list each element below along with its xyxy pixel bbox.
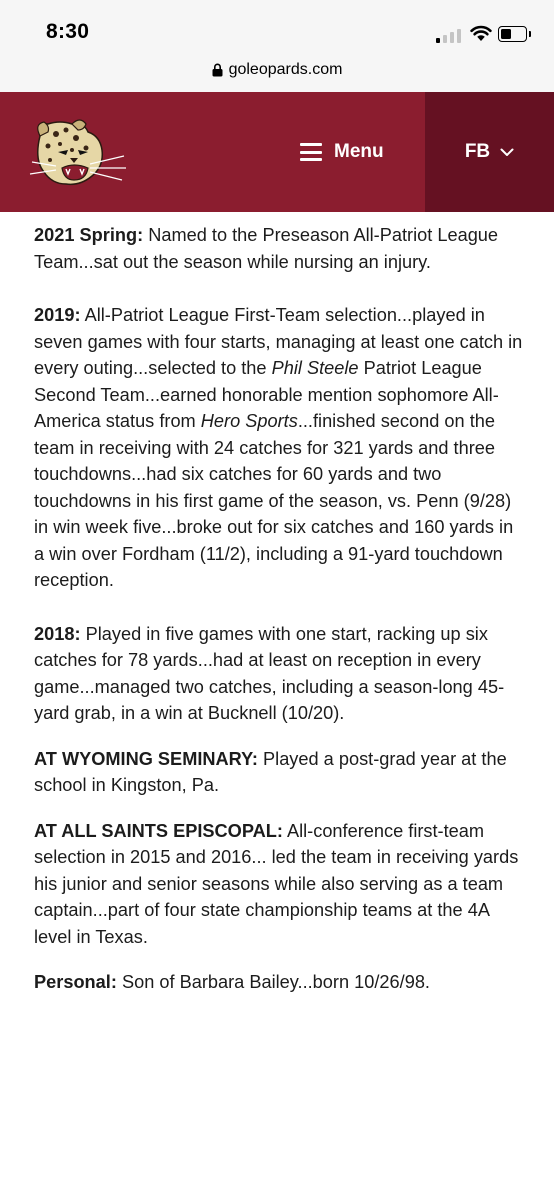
menu-button[interactable] [300, 138, 384, 166]
sport-selector-button[interactable] [425, 92, 554, 212]
address-bar[interactable] [0, 61, 554, 92]
leopard-logo-icon[interactable] [26, 114, 130, 190]
lock-icon [212, 63, 223, 77]
bio-text: All-conference first-team selection in 2015 and 2016... led the team in receiving yards his junior and senior seasons while also serving as a team captain...part of four state championship teams at the 4A level in Texas. [34, 820, 519, 947]
clock: 8:30 [46, 20, 90, 43]
status-bar [0, 0, 554, 64]
cellular-signal-icon [436, 27, 462, 43]
bio-text: Patriot League Second Team...earned honorable mention sophomore All-America status from [34, 358, 499, 431]
chevron-down-icon [500, 148, 514, 157]
battery-icon [498, 26, 527, 42]
bio-text: Named to the Preseason All-Patriot League Team...sat out the season while nursing an injury. [34, 225, 499, 272]
bio-content [34, 222, 526, 996]
bio-label: 2019: [34, 305, 81, 325]
bio-label: AT ALL SAINTS EPISCOPAL: [34, 820, 283, 841]
bio-text: ...finished second on the team in receiving with 24 catches for 321 yards and three touchdowns...had six catches for 60 yards and two touchdowns in his first game of the season, vs. Penn (9/28) in win week five...broke out for six catches and 160 yards in a win over Fordham (11/2), including a 91-yard touchdown reception. [34, 411, 514, 590]
bio-paragraph-2019 [34, 302, 526, 594]
bio-label: 2018: [34, 623, 81, 644]
bio-text: Son of Barbara Bailey...born 10/26/98. [116, 972, 430, 992]
bio-paragraph-2021-spring [34, 222, 526, 275]
wifi-icon [470, 25, 492, 42]
site-header [0, 92, 554, 212]
menu-label: Menu [334, 141, 384, 162]
bio-paragraph-wyoming-seminary [34, 746, 526, 799]
bio-text: Played a post-grad year at the school in Kingston, Pa. [34, 748, 507, 795]
sport-label: FB [464, 141, 491, 162]
publication-name: Phil Steele [271, 358, 359, 378]
bio-text: All-Patriot League First-Team selection...played in seven games with four starts, managing at least one catch in every outing...selected to the [34, 305, 523, 378]
bio-paragraph-all-saints [34, 818, 526, 951]
bio-label: Personal: [34, 972, 117, 992]
bio-label: AT WYOMING SEMINARY: [34, 748, 258, 769]
bio-text: Played in five games with one start, racking up six catches for 78 yards...had at least on reception in every game...managed two catches, including a season-long 45-yard grab, in a win at Bucknell (10/20). [34, 623, 505, 723]
bio-paragraph-personal [34, 969, 526, 996]
bio-paragraph-2018 [34, 621, 526, 727]
url-text: goleopards.com [228, 61, 343, 78]
hamburger-icon [300, 143, 322, 161]
bio-label: 2021 Spring: [34, 225, 144, 245]
publication-name: Hero Sports [200, 411, 298, 431]
